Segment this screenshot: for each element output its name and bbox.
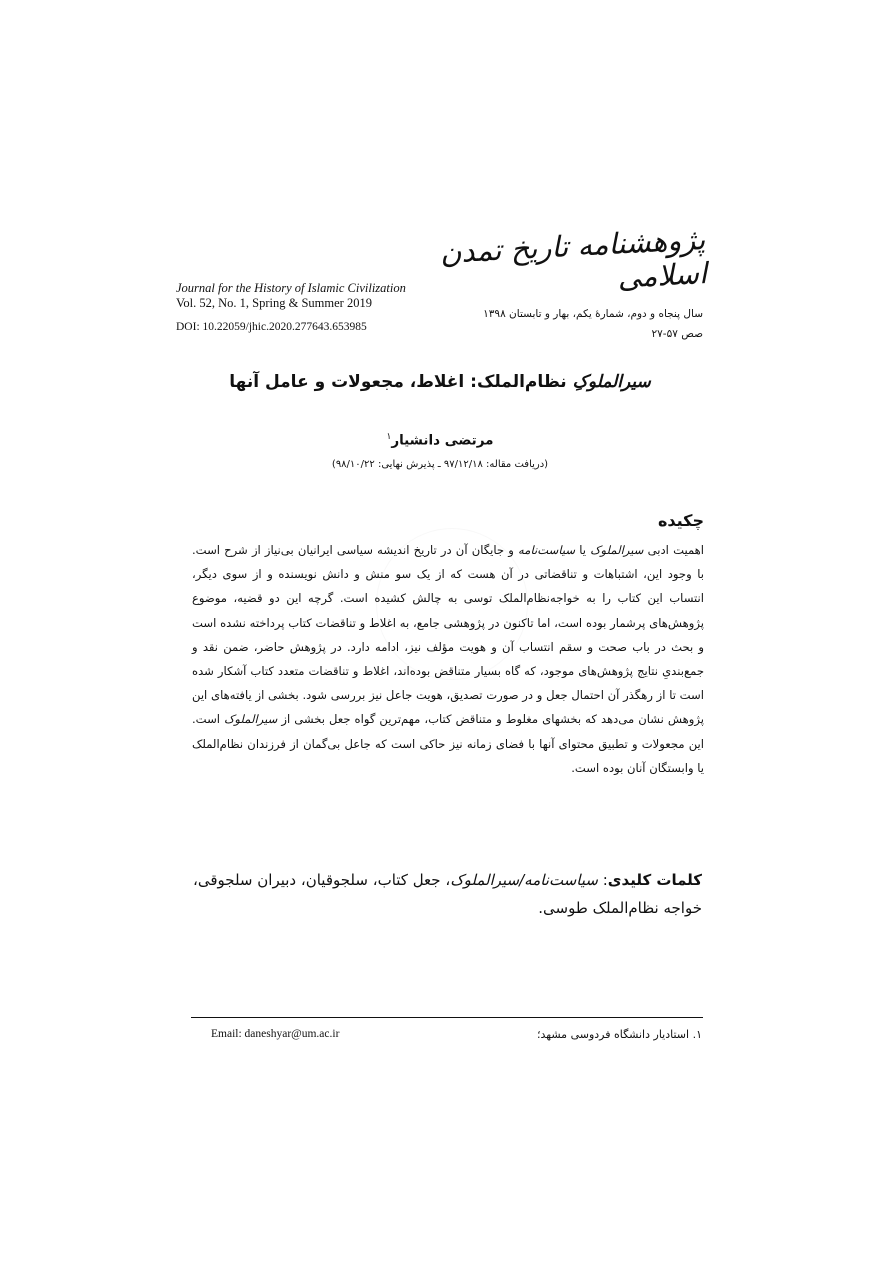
journal-logo: پژوهشنامه تاریخ تمدن اسلامی bbox=[439, 222, 708, 295]
author-name: مرتضی دانشیار bbox=[391, 432, 494, 449]
abstract-text: یا bbox=[575, 543, 591, 557]
author-line bbox=[176, 432, 704, 449]
abstract-italic: سیرالملوک bbox=[224, 712, 278, 727]
abstract-italic: سیاست‌نامه bbox=[518, 543, 576, 557]
footnote-divider bbox=[191, 1017, 703, 1018]
article-title-italic: سیرالملوکِ bbox=[572, 372, 651, 392]
journal-info-en bbox=[176, 281, 476, 311]
article-title bbox=[176, 372, 704, 392]
abstract-text: است. این مجعولات و تطبیق محتوای آنها با فضای زمانه نیز حاکی است که جاعل بی‌گمان از فرزندان نظام‌الملک یا وابستگان آنان بوده است. bbox=[192, 712, 704, 775]
abstract-italic: سیرالملوک bbox=[590, 543, 644, 557]
footnote-affiliation: ۱. استادیار دانشگاه فردوسی مشهد؛ bbox=[537, 1028, 702, 1041]
article-title-rest: نظام‌الملک: اغلاط، مجعولات و عامل آنها bbox=[229, 372, 573, 392]
abstract-heading: چکیده bbox=[657, 511, 704, 530]
keywords bbox=[190, 866, 702, 922]
keywords-rest: ، جعل کتاب، سلجوقیان، دبیران سلجوقی، خواجه نظام‌الملک طوسی. bbox=[193, 871, 702, 917]
doi-text: DOI: 10.22059/jhic.2020.277643.653985 bbox=[176, 321, 367, 333]
footnote-email: Email: daneshyar@um.ac.ir bbox=[211, 1028, 340, 1040]
journal-info-fa bbox=[443, 304, 703, 344]
author-footnote-mark: ۱ bbox=[386, 432, 392, 442]
article-dates: (دریافت مقاله: ۹۷/۱۲/۱۸ ـ پذیرش نهایی: ۹۸/۱۰/۲۲) bbox=[331, 459, 549, 470]
pages-fa: صص ۵۷-۲۷ bbox=[651, 328, 703, 340]
journal-title-en: Journal for the History of Islamic Civilization bbox=[176, 281, 406, 295]
issue-fa: سال پنجاه و دوم، شمارۀ یکم، بهار و تابستان ۱۳۹۸ bbox=[483, 308, 703, 320]
journal-volume-en: Vol. 52, No. 1, Spring & Summer 2019 bbox=[176, 296, 372, 310]
keywords-colon: : bbox=[597, 871, 608, 889]
keywords-italic: سیاست‌نامه/سیرالملوک bbox=[450, 871, 598, 889]
abstract-text: و جایگان آن در تاریخ اندیشه سیاسی ایرانیان بی‌نیاز از شرح است. با وجود این، اشتباهات و تناقضاتی در آن هست که از یک سو منش و دانش نویسنده و از سوی دیگر، انتساب این کتاب را به خواجه‌نظام‌الملک توسی به چالش کشیده است. گرچه این دو قضیه، موضوع پژوهش‌های پرشمار بوده است، اما تاکنون در پژوهشی جامع، به اغلاط و تناقضات کتاب پرداخته نشده است و بحث در باب صحت و سقم انتساب آن و هویت مؤلف نیز، ادامه دارد. در پژوهش حاضر، ضمن نقد و جمع‌بندیِ نتایج پژوهش‌های موجود، که گاه بسیار متناقض بوده‌اند، اغلاط و تناقضات متعدد کتاب آشکار شده است تا از رهگذر آن احتمال جعل و در صورت تصدیق، هویت جاعل نیز بررسی شود. بخشی از یافته‌های این پژوهش نشان می‌دهد که بخشهای مغلوط و متناقض کتاب، مهم‌ترین گواه جعل بخشی از bbox=[192, 543, 704, 727]
abstract-body bbox=[192, 538, 704, 780]
abstract-text: اهمیت ادبی bbox=[643, 543, 704, 557]
keywords-label: کلمات کلیدی bbox=[607, 871, 702, 889]
